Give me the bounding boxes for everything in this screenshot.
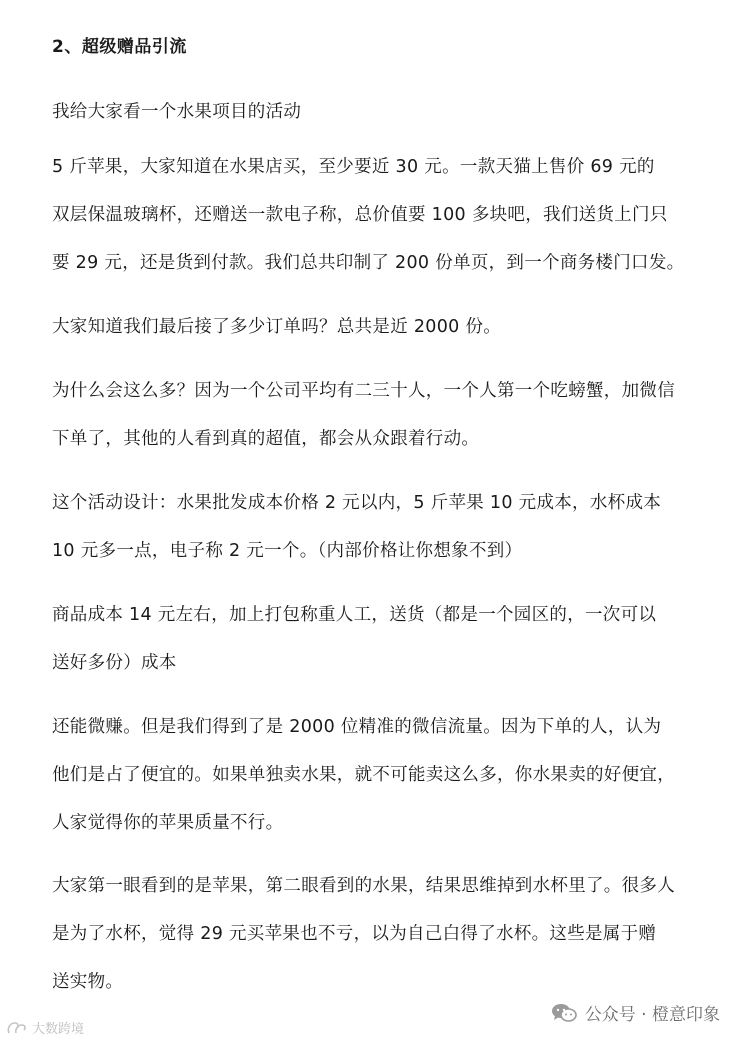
watermark-site-name: 大数跨境: [32, 1022, 85, 1037]
paragraph-line: 大家知道我们最后接了多少订单吗？总共是近 2000 份。: [52, 317, 502, 337]
paragraph-line: 10 元多一点，电子称 2 元一个。（内部价格让你想象不到）: [52, 541, 523, 561]
paragraph-intro: [52, 88, 682, 136]
paragraph-line: 送好多份）成本: [52, 653, 177, 673]
site-watermark: [6, 1018, 84, 1037]
paragraph-offer: [52, 143, 685, 287]
paragraph-line: 这个活动设计：水果批发成本价格 2 元以内，5 斤苹果 10 元成本，水杯成本: [52, 493, 662, 513]
wechat-icon: [551, 1003, 577, 1023]
paragraph-line: 我给大家看一个水果项目的活动: [52, 102, 302, 122]
paragraph-cost: [52, 591, 682, 687]
wechat-watermark: [551, 1000, 720, 1025]
paragraph-design: [52, 479, 682, 575]
section-heading: 2、超级赠品引流: [52, 37, 187, 57]
paragraph-line: 人家觉得你的苹果质量不行。: [52, 813, 284, 833]
paragraph-line: 大家第一眼看到的是苹果，第二眼看到的水果，结果思维掉到水杯里了。很多人: [52, 876, 675, 896]
paragraph-line: 是为了水杯，觉得 29 元买苹果也不亏，以为自己白得了水杯。这些是属于赠: [52, 924, 657, 944]
paragraph-line: 送实物。: [52, 972, 124, 992]
paragraph-line: 双层保温玻璃杯，还赠送一款电子称，总价值要 100 多块吧，我们送货上门只: [52, 205, 668, 225]
paragraph-line: 要 29 元，还是货到付款。我们总共印制了 200 份单页，到一个商务楼门口发。: [52, 253, 685, 273]
paragraph-attention: [52, 862, 682, 1006]
logo-mark-icon: [6, 1020, 28, 1036]
paragraph-line: 他们是占了便宜的。如果单独卖水果，就不可能卖这么多，你水果卖的好便宜，: [52, 765, 675, 785]
paragraph-line: 下单了，其他的人看到真的超值，都会从众跟着行动。: [52, 429, 480, 449]
paragraph-line: 商品成本 14 元左右，加上打包称重人工，送货（都是一个园区的，一次可以: [52, 605, 657, 625]
paragraph-why: [52, 367, 682, 463]
paragraph-line: 5 斤苹果，大家知道在水果店买，至少要近 30 元。一款天猫上售价 69 元的: [52, 157, 655, 177]
paragraph-line: 为什么会这么多？因为一个公司平均有二三十人，一个人第一个吃螃蟹，加微信: [52, 381, 675, 401]
watermark-account-name: 公众号 · 橙意印象: [584, 1005, 720, 1025]
paragraph-profit: [52, 703, 682, 847]
paragraph-line: 还能微赚。但是我们得到了是 2000 位精准的微信流量。因为下单的人，认为: [52, 717, 662, 737]
paragraph-orders: [52, 303, 682, 351]
